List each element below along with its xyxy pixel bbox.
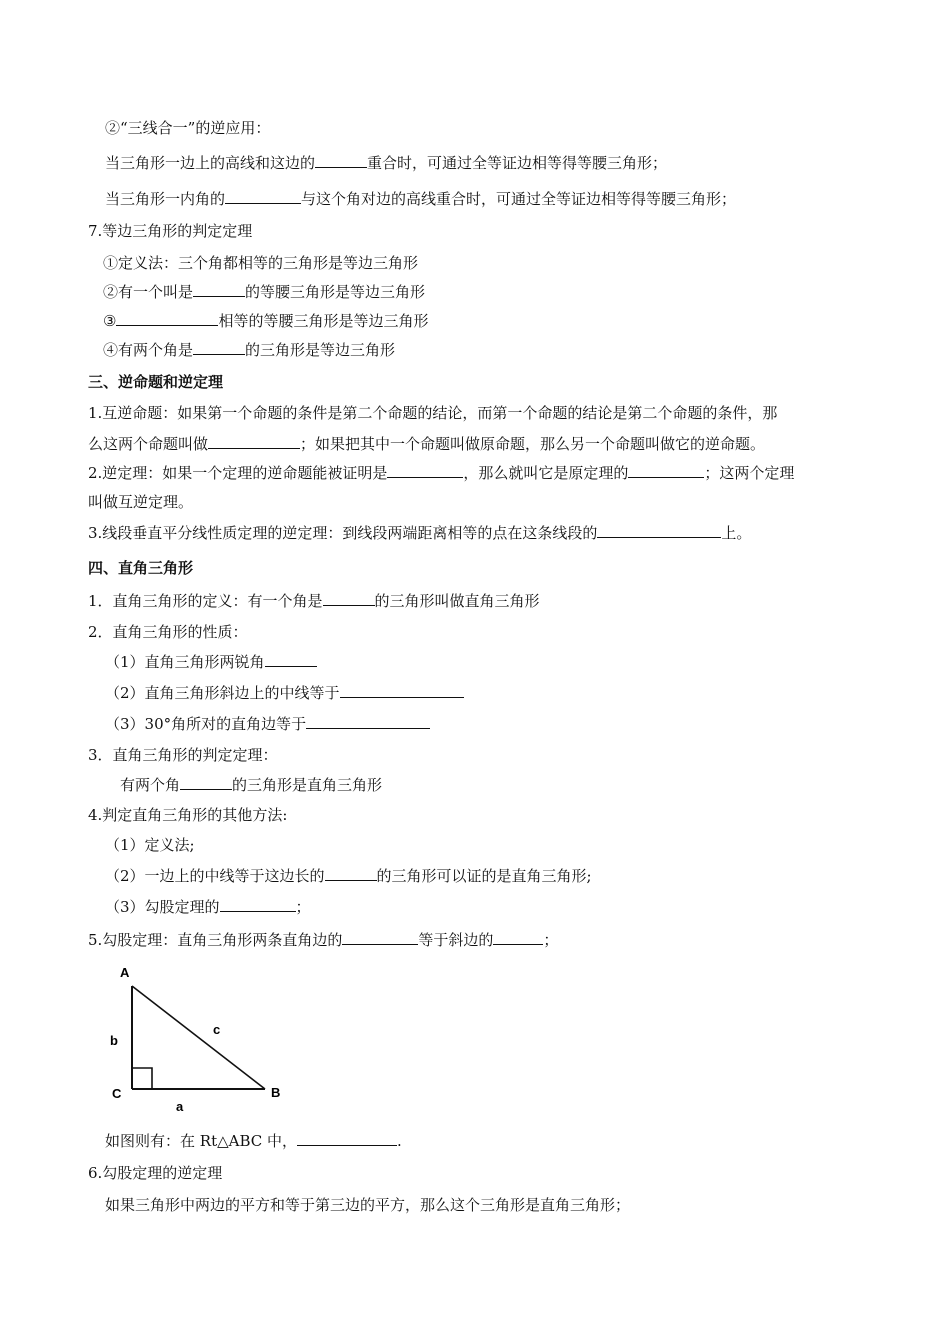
line-3 (105, 188, 736, 210)
text: 有两个角 (120, 776, 181, 794)
line-1 (105, 117, 270, 139)
text: 的三角形可以证的是直角三角形; (376, 867, 592, 885)
answer-blank[interactable] (265, 651, 317, 667)
line-12 (88, 462, 794, 484)
line-20 (105, 713, 430, 735)
line-22 (120, 774, 382, 796)
text: 3．直角三角形的判定定理： (88, 746, 278, 764)
text: 三、逆命题和逆定理 (88, 373, 224, 391)
text: 4.判定直角三角形的其他方法: (88, 806, 288, 824)
line-29 (88, 1162, 222, 1184)
line-27 (88, 929, 558, 951)
line-11 (88, 433, 765, 455)
text: 2.逆定理：如果一个定理的逆命题能被证明是 (88, 464, 388, 482)
line-5 (103, 252, 418, 274)
text: 6.勾股定理的逆定理 (88, 1164, 223, 1182)
right-triangle-figure (100, 958, 300, 1118)
line-24 (105, 834, 195, 856)
vertex-label-c: C (112, 1086, 122, 1101)
answer-blank[interactable] (323, 590, 375, 606)
text: 2．直角三角形的性质： (88, 623, 248, 641)
line-7 (103, 310, 428, 332)
text: 的三角形叫做直角三角形 (374, 592, 540, 610)
text: 3.线段垂直平分线性质定理的逆定理：到线段两端距离相等的点在这条线段的 (88, 524, 598, 542)
line-21 (88, 744, 278, 766)
text: 1．直角三角形的定义：有一个角是 (88, 592, 323, 610)
answer-blank[interactable] (597, 522, 721, 538)
text: 么这两个命题叫做 (88, 435, 209, 453)
text: ④有两个角是 (103, 341, 194, 359)
text: ①定义法：三个角都相等的三角形是等边三角形 (103, 254, 419, 272)
text: （2）一边上的中线等于这边长的 (105, 867, 325, 885)
text: 7.等边三角形的判定定理 (88, 222, 253, 240)
section-heading (88, 557, 193, 579)
answer-blank[interactable] (315, 152, 367, 168)
text: （3）勾股定理的 (105, 898, 220, 916)
text: . (397, 1132, 402, 1150)
line-6 (103, 281, 425, 303)
vertex-label-b: B (271, 1085, 281, 1100)
line-18 (105, 651, 317, 673)
line-13 (88, 491, 193, 513)
answer-blank[interactable] (340, 682, 464, 698)
text: 四、直角三角形 (88, 559, 194, 577)
text: 如果三角形中两边的平方和等于第三边的平方，那么这个三角形是直角三角形； (105, 1196, 631, 1214)
text: 等于斜边的 (418, 931, 494, 949)
text: 1.互逆命题：如果第一个命题的条件是第二个命题的结论，而第一个命题的结论是第二个命题的条件，那 (88, 404, 778, 422)
side-label-c: c (213, 1022, 221, 1037)
line-16 (88, 590, 540, 612)
answer-blank[interactable] (297, 1130, 397, 1146)
text: 5.勾股定理：直角三角形两条直角边的 (88, 931, 343, 949)
text: ②有一个叫是 (103, 283, 194, 301)
answer-blank[interactable] (193, 339, 245, 355)
text: 当三角形一内角的 (105, 190, 226, 208)
answer-blank[interactable] (306, 713, 430, 729)
answer-blank[interactable] (208, 433, 300, 449)
line-4 (88, 220, 252, 242)
text: 相等的等腰三角形是等边三角形 (218, 312, 429, 330)
line-8 (103, 339, 395, 361)
section-heading (88, 371, 223, 393)
line-2 (105, 152, 667, 174)
text: 的等腰三角形是等边三角形 (245, 283, 426, 301)
text: ；这两个定理 (704, 464, 795, 482)
text: （1）定义法; (105, 836, 195, 854)
answer-blank[interactable] (628, 462, 704, 478)
line-10 (88, 402, 777, 424)
text: （1）直角三角形两锐角 (105, 653, 265, 671)
text: 当三角形一边上的高线和这边的 (105, 154, 316, 172)
text: ②“三线合一”的逆应用： (105, 119, 271, 137)
answer-blank[interactable] (225, 188, 301, 204)
text: ，那么就叫它是原定理的 (463, 464, 629, 482)
answer-blank[interactable] (342, 929, 418, 945)
line-26 (105, 896, 311, 918)
line-30 (105, 1194, 630, 1216)
answer-blank[interactable] (220, 896, 296, 912)
text: 的三角形是直角三角形 (232, 776, 383, 794)
text: ③ (103, 312, 117, 330)
answer-blank[interactable] (325, 865, 377, 881)
text: 的三角形是等边三角形 (245, 341, 396, 359)
text: ； (295, 898, 311, 916)
line-14 (88, 522, 751, 544)
text: 上。 (721, 524, 752, 542)
text: （3）30°角所对的直角边等于 (105, 715, 307, 733)
text: 重合时，可通过全等证边相等得等腰三角形； (367, 154, 668, 172)
vertex-label-a: A (120, 965, 130, 980)
answer-blank[interactable] (493, 929, 543, 945)
right-angle-mark (132, 1068, 152, 1089)
side-label-a: a (176, 1099, 184, 1114)
side-label-b: b (110, 1033, 118, 1048)
line-23 (88, 804, 287, 826)
answer-blank[interactable] (193, 281, 245, 297)
line-17 (88, 621, 248, 643)
line-28 (105, 1130, 402, 1152)
text: （2）直角三角形斜边上的中线等于 (105, 684, 340, 702)
answer-blank[interactable] (387, 462, 463, 478)
text: 叫做互逆定理。 (88, 493, 194, 511)
line-19 (105, 682, 464, 704)
answer-blank[interactable] (116, 310, 218, 326)
text: ； (543, 931, 559, 949)
text: ；如果把其中一个命题叫做原命题，那么另一个命题叫做它的逆命题。 (300, 435, 766, 453)
line-25 (105, 865, 592, 887)
text: 如图则有：在 Rt△ABC 中， (105, 1132, 298, 1150)
text: 与这个角对边的高线重合时，可通过全等证边相等得等腰三角形； (301, 190, 737, 208)
answer-blank[interactable] (180, 774, 232, 790)
